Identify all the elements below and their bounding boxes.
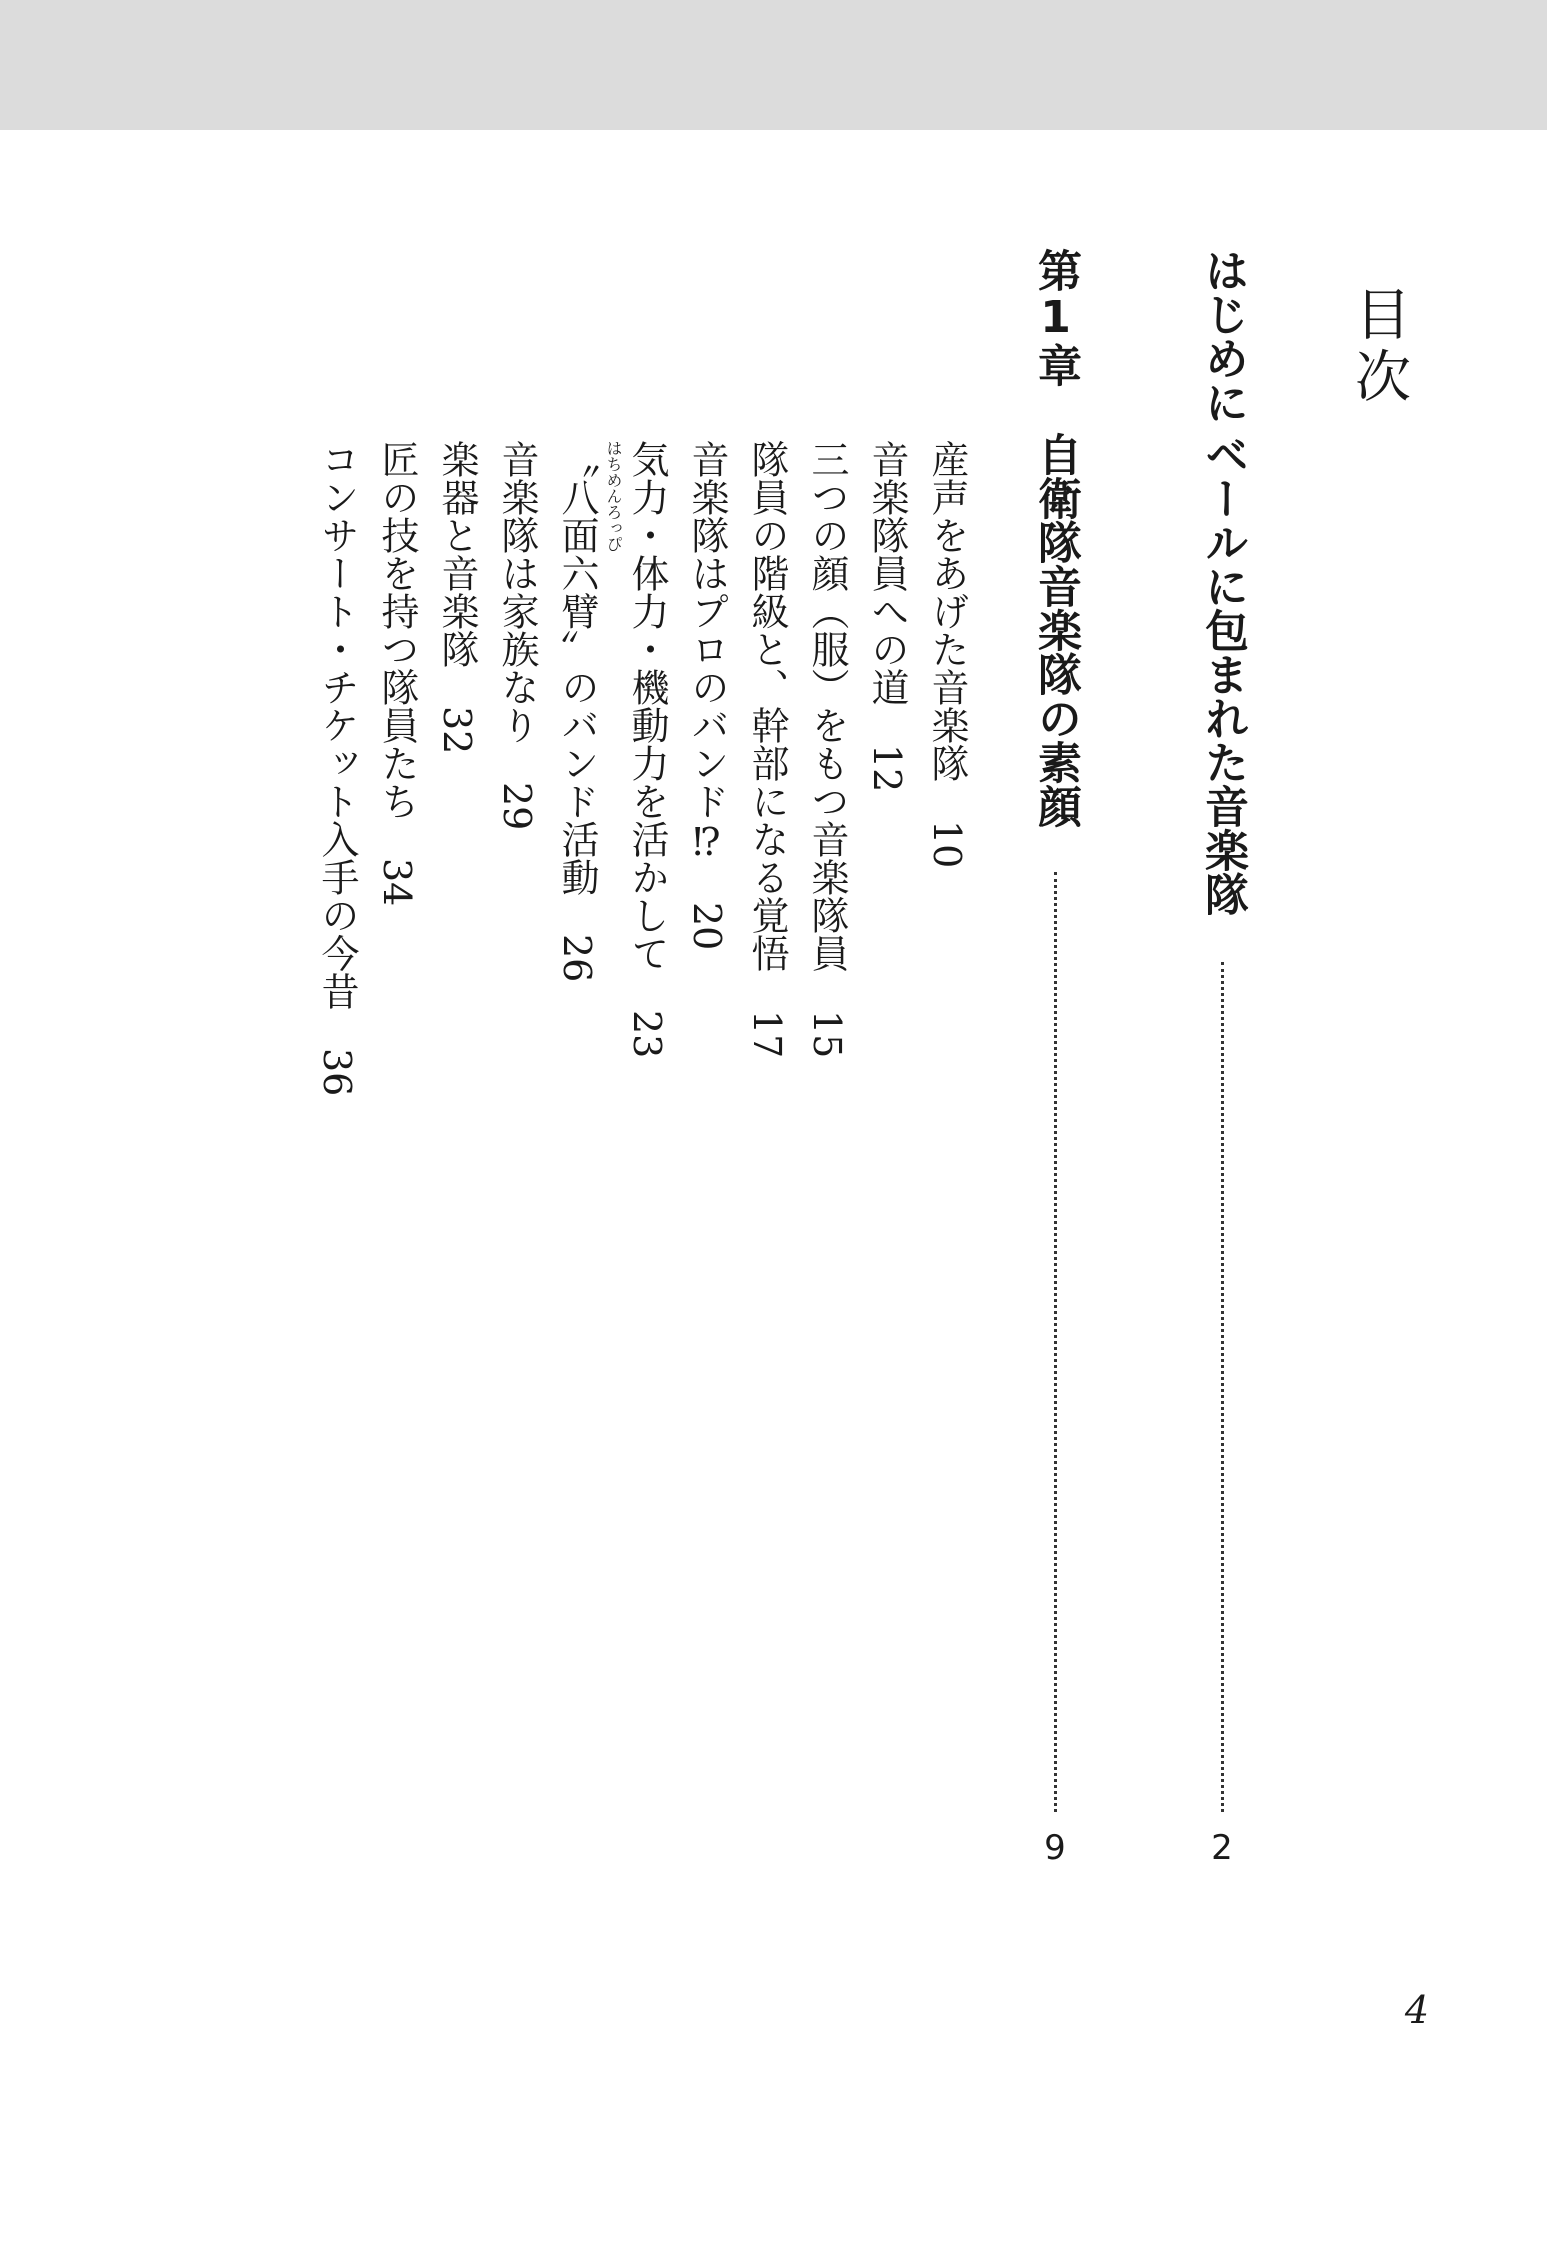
- intro-leader: [1221, 962, 1224, 1812]
- toc-entry-6[interactable]: [625, 440, 669, 1059]
- entry-page: 17: [745, 1010, 789, 1059]
- entry-title: 音楽隊はプロのバンド⁉: [685, 440, 729, 864]
- entry-page: 15: [805, 1010, 849, 1059]
- entry-page: 32: [435, 706, 479, 755]
- entry-page: 23: [625, 1010, 669, 1059]
- entry-page: 36: [315, 1048, 359, 1097]
- entry-page: 29: [495, 782, 539, 831]
- entry-title: 匠の技を持つ隊員たち: [375, 440, 419, 820]
- entry-page: 12: [865, 744, 909, 793]
- toc-entry-3[interactable]: [805, 440, 849, 1059]
- entry-title: 〝八面六臂〟のバンド活動: [555, 440, 599, 896]
- toc-entry-9[interactable]: [435, 440, 479, 755]
- entry-ruby: はちめんろっぴ: [604, 440, 623, 552]
- entry-title: 楽器と音楽隊: [435, 440, 479, 668]
- chapter1-page: 9: [1044, 1828, 1066, 1868]
- entry-page: 10: [925, 820, 969, 869]
- entry-title: 気力・体力・機動力を活かして: [625, 440, 669, 972]
- toc-entry-8[interactable]: [495, 440, 539, 831]
- toc-entry-10[interactable]: [375, 440, 419, 907]
- entry-title: 音楽隊は家族なり: [495, 440, 539, 744]
- intro-label: はじめに: [1197, 248, 1248, 424]
- toc-entry-7[interactable]: [555, 440, 599, 983]
- toc-title: 目次: [1346, 285, 1411, 409]
- toc-entry-2[interactable]: [865, 440, 909, 793]
- entry-title: 産声をあげた音楽隊: [925, 440, 969, 782]
- entry-page: 26: [555, 934, 599, 983]
- chapter1-leader: [1054, 872, 1057, 1812]
- intro-title[interactable]: ベールに包まれた音楽隊: [1197, 432, 1248, 916]
- entry-page: 34: [375, 858, 419, 907]
- chapter1-title[interactable]: 自衛隊音楽隊の素顔: [1030, 432, 1081, 828]
- entry-title: 隊員の階級と、幹部になる覚悟: [745, 440, 789, 972]
- entry-page: 20: [685, 902, 729, 951]
- toc-entry-1[interactable]: [925, 440, 969, 869]
- toc-entry-5[interactable]: [685, 440, 729, 951]
- entry-title: 音楽隊員への道: [865, 440, 909, 706]
- toc-entry-11[interactable]: [315, 440, 359, 1097]
- top-gray-band: [0, 0, 1547, 130]
- intro-page: 2: [1211, 1828, 1233, 1868]
- page-number: 4: [1404, 1988, 1429, 2032]
- entry-title: コンサート・チケット入手の今昔: [315, 440, 359, 1010]
- entry-title: 三つの顔（服）をもつ音楽隊員: [805, 440, 849, 972]
- chapter1-label: 第1章: [1030, 248, 1081, 387]
- toc-entry-4[interactable]: [745, 440, 789, 1059]
